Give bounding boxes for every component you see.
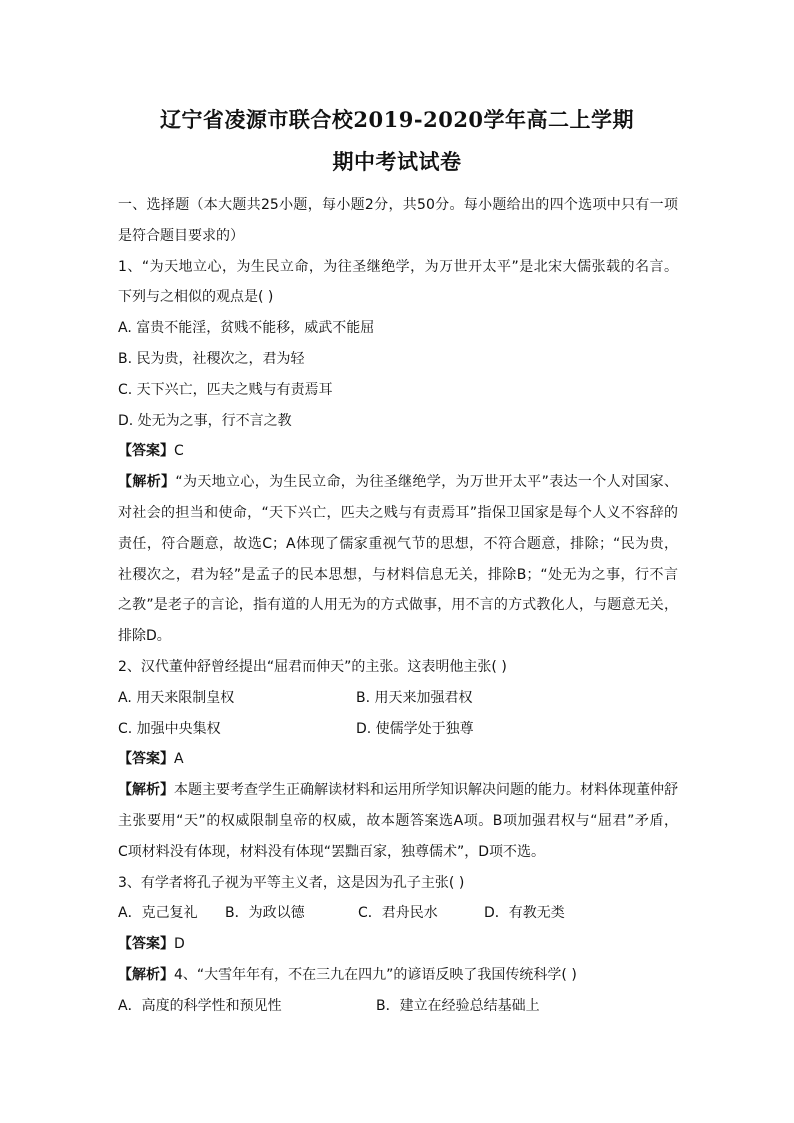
- q3-options-row: [118, 898, 678, 929]
- analysis-text: 本题主要考查学生正确解读材料和运用所学知识解决问题的能力。材料体现董仲舒: [174, 782, 678, 799]
- q1-analysis-line: 对社会的担当和使命，“天下兴亡，匹夫之贱与有责焉耳”指保卫国家是每个人义不容辞的: [118, 504, 678, 521]
- q1-option-a: A. 富贵不能淫，贫贱不能移，威武不能屈: [118, 320, 375, 337]
- q1-option-b: B. 民为贵，社稷次之，君为轻: [118, 350, 305, 367]
- q2-analysis-line: C项材料没有体现，材料没有体现“罢黜百家，独尊儒术”，D项不选。: [118, 843, 546, 860]
- q1-stem-cont: 下列与之相似的观点是( ): [118, 289, 274, 306]
- q2-option-c: C. 加强中央集权: [118, 720, 221, 737]
- q2-options-row1: [118, 683, 678, 714]
- q4-stem: 4、“大雪年年有，不在三九在四九”的谚语反映了我国传统科学( ): [174, 966, 577, 983]
- q4-option-b: B．建立在经验总结基础上: [376, 997, 540, 1014]
- q2-analysis-line: [118, 775, 678, 806]
- answer-value: C: [174, 443, 184, 460]
- exam-title-line1: 辽宁省凌源市联合校2019-2020学年高二上学期: [159, 107, 635, 132]
- q2-stem: 2、汉代董仲舒曾经提出“屈君而伸天”的主张。这表明他主张( ): [118, 658, 507, 675]
- q3-option-b: B．为政以德: [225, 905, 305, 922]
- analysis-text: “为天地立心，为生民立命，为往圣继绝学，为万世开太平”表达一个人对国家、: [175, 474, 678, 491]
- q3-option-a: A．克己复礼: [118, 905, 198, 922]
- q4-options-row: [118, 991, 678, 1022]
- q2-answer: [118, 744, 678, 775]
- q3-option-d: D．有教无类: [484, 905, 565, 922]
- answer-value: D: [174, 936, 185, 953]
- q1-stem: 1、“为天地立心，为生民立命，为往圣继绝学，为万世开太平”是北宋大儒张载的名言。: [118, 258, 678, 275]
- q2-analysis-line: 主张要用“天”的权威限制皇帝的权威，故本题答案选A项。B项加强君权与“屈君”矛盾，: [118, 812, 678, 829]
- q3-analysis-line: [118, 960, 678, 991]
- analysis-label: 【解析】: [118, 966, 174, 983]
- q2-option-d: D. 使儒学处于独尊: [356, 720, 474, 737]
- q4-option-a: A．高度的科学性和预见性: [118, 997, 282, 1014]
- q1-option-d: D. 处无为之事，行不言之教: [118, 412, 292, 429]
- exam-content: [118, 190, 678, 1022]
- q2-option-b: B. 用天来加强君权: [356, 689, 473, 706]
- q2-options-row2: [118, 714, 678, 745]
- q3-stem: 3、有学者将孔子视为平等主义者，这是因为孔子主张( ): [118, 874, 465, 891]
- answer-label: 【答案】: [118, 751, 174, 768]
- answer-label: 【答案】: [118, 936, 174, 953]
- q1-analysis-line: 社稷次之，君为轻”是孟子的民本思想，与材料信息无关，排除B；“处无为之事，行不言: [118, 566, 678, 583]
- analysis-label: 【解析】: [118, 474, 176, 491]
- q1-analysis-line: 之教”是老子的言论，指有道的人用无为的方式做事，用不言的方式教化人，与题意无关，: [118, 597, 678, 614]
- q1-option-c: C. 天下兴亡，匹夫之贱与有责焉耳: [118, 381, 333, 398]
- q3-option-c: C．君舟民水: [358, 905, 438, 922]
- q1-analysis-line: [118, 467, 678, 498]
- section-heading: 一、选择题（本大题共25小题，每小题2分，共50分。每小题给出的四个选项中只有一项: [118, 197, 678, 213]
- exam-title-line2: 期中考试试卷: [332, 149, 462, 174]
- q1-analysis-line: 责任，符合题意，故选C；A体现了儒家重视气节的思想，不符合题意，排除；“民为贵，: [118, 535, 678, 552]
- q1-answer: [118, 436, 678, 467]
- answer-value: A: [174, 751, 184, 768]
- section-heading-cont: 是符合题目要求的）: [118, 227, 244, 244]
- q3-answer: [118, 929, 678, 960]
- answer-label: 【答案】: [118, 443, 174, 460]
- q2-option-a: A. 用天来限制皇权: [118, 689, 235, 706]
- analysis-label: 【解析】: [118, 782, 174, 799]
- q1-analysis-line: 排除D。: [118, 628, 171, 645]
